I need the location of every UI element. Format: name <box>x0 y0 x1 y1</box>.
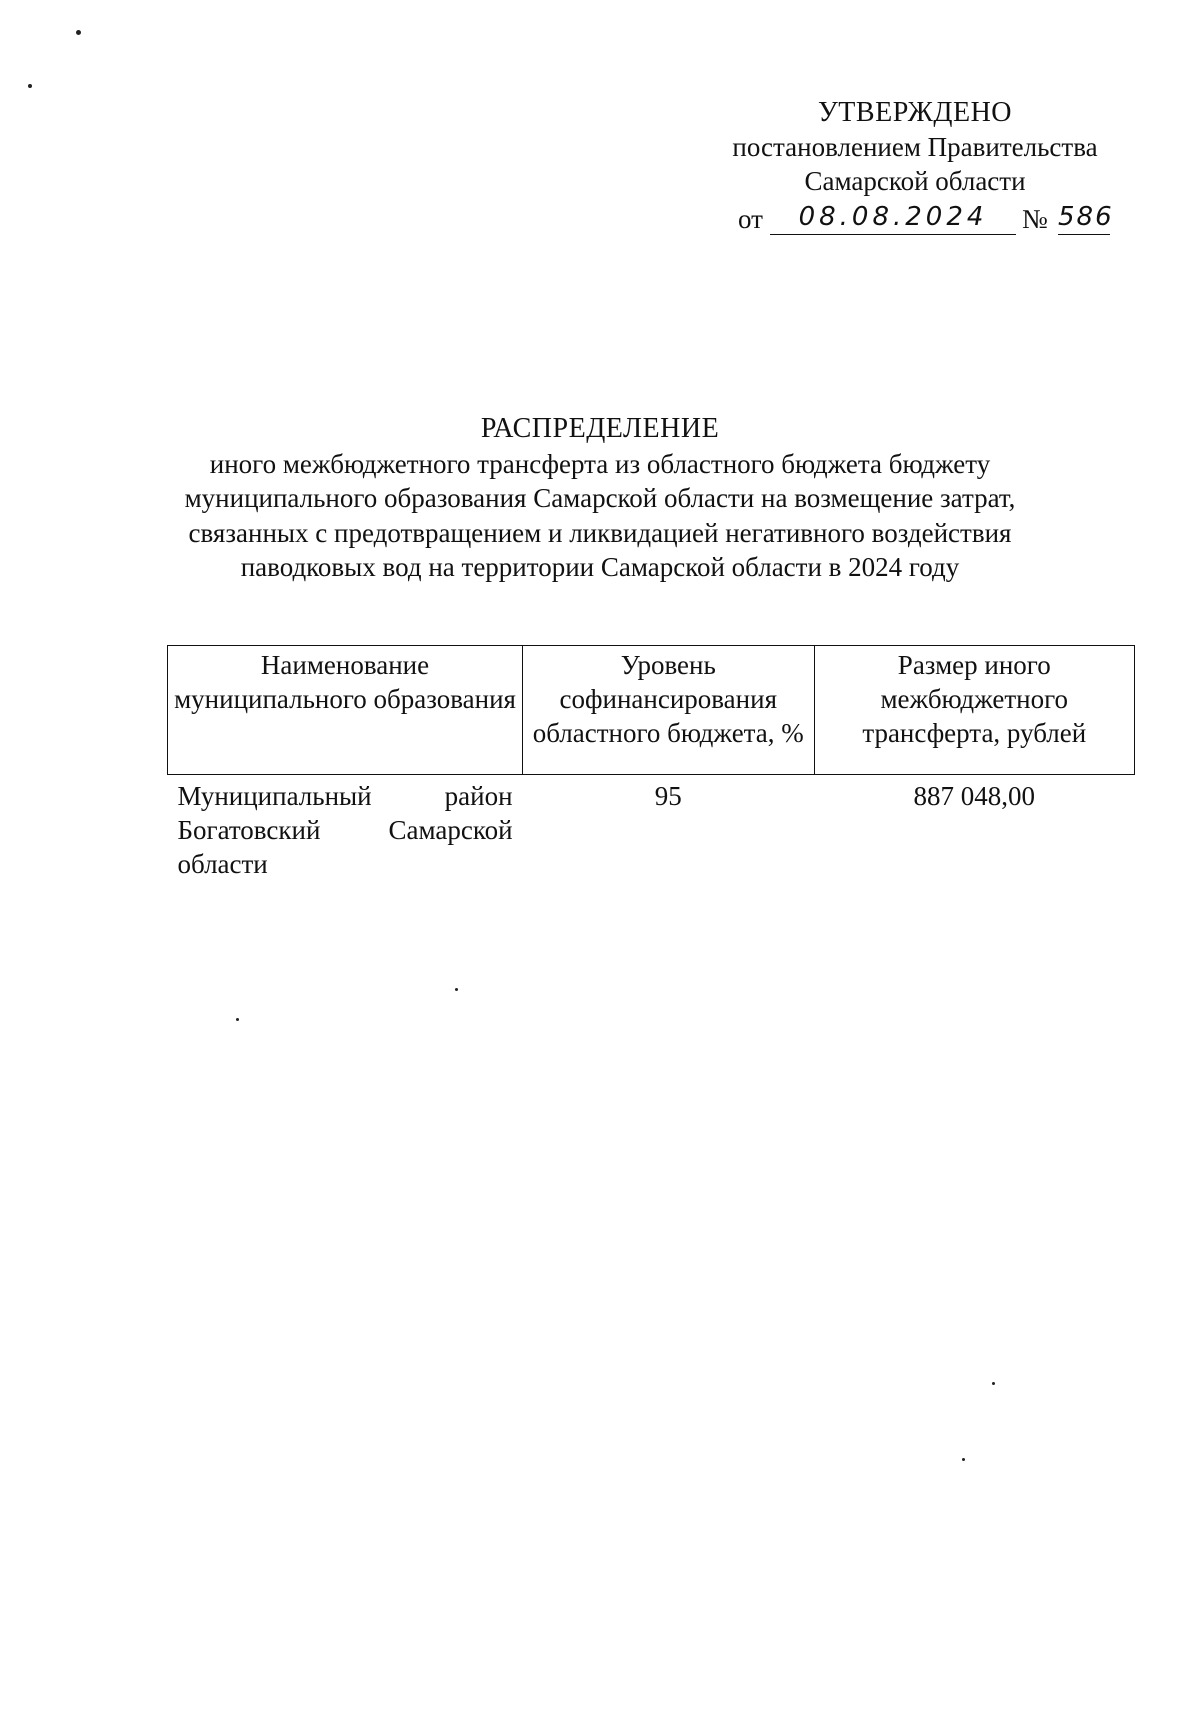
scan-speck <box>76 30 81 35</box>
number-label: № <box>1022 204 1048 234</box>
table-header-row <box>168 646 1135 775</box>
approval-line-1: постановлением Правительства <box>732 132 1098 162</box>
header-transfer-amount: Размер иного межбюджетного трансферта, рублей <box>814 646 1135 775</box>
scan-speck <box>236 1018 239 1021</box>
heading-line: связанных с предотвращением и ликвидацией негативного воздействия <box>188 517 1012 548</box>
approval-line-2: Самарской области <box>804 166 1026 196</box>
document-title: РАСПРЕДЕЛЕНИЕ <box>480 413 720 444</box>
scan-speck <box>992 1382 995 1385</box>
cell-transfer-amount: 887 048,00 <box>913 781 1035 811</box>
from-label: от <box>738 204 763 234</box>
cell-municipality: Муниципальный район Богатовский Самарской области <box>177 781 513 879</box>
heading-line: иного межбюджетного трансферта из областного бюджета бюджету <box>209 448 991 479</box>
handwritten-date: 08.08.2024 <box>770 200 1016 235</box>
header-municipality: Наименование муниципального образования <box>168 646 523 775</box>
heading-line: муниципального образования Самарской области на возмещение затрат, <box>184 483 1016 513</box>
scan-speck <box>962 1458 965 1461</box>
table-row <box>168 775 1135 882</box>
handwritten-number: 586 <box>1058 200 1110 235</box>
approval-title: УТВЕРЖДЕНО <box>817 97 1013 128</box>
scan-speck <box>455 988 458 991</box>
approval-stamp-block <box>700 96 1130 240</box>
cell-cofinancing-level: 95 <box>654 781 682 811</box>
approval-date-line <box>700 200 1130 240</box>
heading-line: паводковых вод на территории Самарской области в 2024 году <box>240 552 960 582</box>
document-heading <box>150 412 1050 585</box>
scan-speck <box>28 84 32 88</box>
header-cofinancing-level: Уровень софинансирования областного бюджета, % <box>523 646 814 775</box>
distribution-table <box>167 645 1135 881</box>
